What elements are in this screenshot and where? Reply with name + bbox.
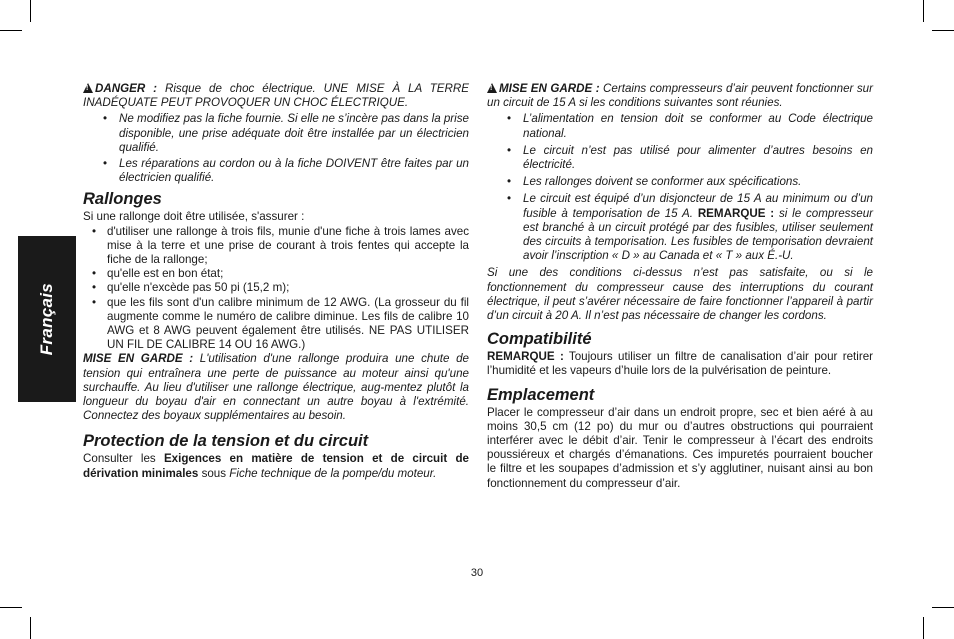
- danger-label: DANGER :: [95, 82, 158, 95]
- list-item: • qu'elle n'excède pas 50 pi (15,2 m);: [83, 281, 469, 295]
- list-item: • que les fils sont d'un calibre minimum de 12 AWG. (La grosseur du fil augmente comme le numéro de calibre diminue. Les fils de calibre 10 AWG et 8 AWG peuvent également être utilisés. NE PAS UTILISER UN FIL DE CALIBRE 14 OU 16 AWG.): [83, 296, 469, 353]
- rallonges-intro: Si une rallonge doit être utilisée, s'assurer :: [83, 210, 305, 224]
- crop-mark: [932, 607, 954, 608]
- page-number: 30: [470, 567, 484, 579]
- protection-text: [83, 452, 469, 480]
- bullet-text-part: si le compresseur est branché à un circuit protégé par des fusibles, utiliser seulement des circuits à temporisation. Les fusibles de temporisation devraient avoir l’inscription « D » au Canada et « T » aux É.-U.: [523, 206, 874, 263]
- remarque-label: REMARQUE :: [487, 350, 564, 364]
- caution-warning: [487, 82, 873, 110]
- protection-text-part: Consulter les: [83, 452, 164, 466]
- caution-label: MISE EN GARDE :: [499, 82, 600, 95]
- caution-text: Certains compresseurs d’air peuvent fonctionner sur un circuit de 15 A si les conditions suivantes sont réunies.: [487, 82, 873, 110]
- warning-triangle-icon: [83, 83, 93, 93]
- list-item: • Les rallonges doivent se conformer aux spécifications.: [487, 175, 873, 189]
- list-item: • Les réparations au cordon ou à la fiche DOIVENT être faites par un électricien qualifié.: [83, 157, 469, 185]
- crop-mark: [923, 0, 924, 22]
- crop-mark: [30, 617, 31, 639]
- language-tab-label: Français: [36, 282, 56, 356]
- left-column: [83, 82, 469, 481]
- rallonges-bullet-list: [83, 225, 469, 353]
- caution-bullet-list: [487, 112, 873, 263]
- emplacement-text: Placer le compresseur d’air dans un endroit propre, sec et bien aéré à au moins 30,5 cm (12 po) du mur ou d’autres obstructions qui pourraient interférer avec le débit d’air. Tenir le compresseur à l’écart des endroits poussiéreux et chargés d’émanations. Ces impuretés pourraient boucher le filtre et les soupapes d’admission et s’y agglutiner, nuisant ainsi au bon fonctionnement du compresseur d’air.: [487, 405, 873, 490]
- caution-paragraph: Si une des conditions ci-dessus n’est pas satisfaite, ou si le fonctionnement du compresseur cause des interruptions du courant électrique, il peut s’avérer nécessaire de faire fonctionner l’appareil à partir d’un circuit à 20 A. Il n’est pas nécessaire de changer les cordons.: [487, 266, 873, 323]
- protection-bold-ref: Exigences en matière de tension et de circuit de dérivation minimales: [83, 452, 469, 480]
- crop-mark: [0, 30, 22, 31]
- danger-warning: [83, 82, 469, 110]
- section-heading-emplacement: Emplacement: [487, 385, 595, 404]
- section-heading-protection: Protection de la tension et du circuit: [83, 432, 369, 451]
- warning-triangle-icon: [487, 83, 497, 93]
- list-item: • d'utiliser une rallonge à trois fils, munie d'une fiche à trois lames avec mise à la terre et une prise de courant à trois fentes qui accepte la fiche de la rallonge;: [83, 225, 469, 268]
- section-heading-compatibilite: Compatibilité: [487, 330, 592, 349]
- rallonges-caution-note: [83, 352, 469, 423]
- remarque-label: REMARQUE :: [697, 206, 775, 220]
- protection-italic-ref: Fiche technique de la pompe/du moteur.: [229, 466, 437, 480]
- list-item: • L’alimentation en tension doit se conformer au Code électrique national.: [487, 112, 873, 140]
- section-heading-rallonges: Rallonges: [83, 190, 162, 209]
- right-column: [487, 82, 873, 491]
- compatibilite-text: [487, 350, 873, 378]
- list-item: [487, 192, 873, 263]
- compatibilite-body: Toujours utiliser un filtre de canalisation d’air pour retirer l’humidité et les vapeurs d’huile lors de la pulvérisation de peinture.: [487, 350, 874, 378]
- list-item: • qu'elle est en bon état;: [83, 267, 469, 281]
- list-item: • Ne modifiez pas la fiche fournie. Si elle ne s’incère pas dans la prise disponible, une prise adéquate doit être installée par un électricien qualifié.: [83, 112, 469, 155]
- bullet-text-part: Le circuit est équipé d’un disjoncteur de 15 A au minimum ou d’un fusible à temporisation de 15 A.: [523, 192, 873, 220]
- crop-mark: [923, 617, 924, 639]
- danger-text: Risque de choc électrique. UNE MISE À LA TERRE INADÉQUATE PEUT PROVOQUER UN CHOC ÉLECTRIQUE.: [83, 82, 469, 110]
- protection-text-part: sous: [198, 466, 230, 480]
- crop-mark: [30, 0, 31, 22]
- caution-label: MISE EN GARDE :: [83, 352, 194, 366]
- danger-bullet-list: [83, 112, 469, 185]
- crop-mark: [932, 30, 954, 31]
- list-item: • Le circuit n’est pas utilisé pour alimenter d’autres besoins en électricité.: [487, 144, 873, 172]
- caution-text: L'utilisation d'une rallonge produira une chute de tension qui entraînera une perte de puissance au moteur ainsi qu'une surchauffe. Au lieu d'utiliser une rallonge électrique, aug-mentez plutôt la longueur du boyau d'air en connectant un autre boyau à l'extrémité. Connectez des boyaux supplémentaires au besoin.: [83, 352, 469, 423]
- crop-mark: [0, 607, 22, 608]
- language-tab: [18, 236, 76, 402]
